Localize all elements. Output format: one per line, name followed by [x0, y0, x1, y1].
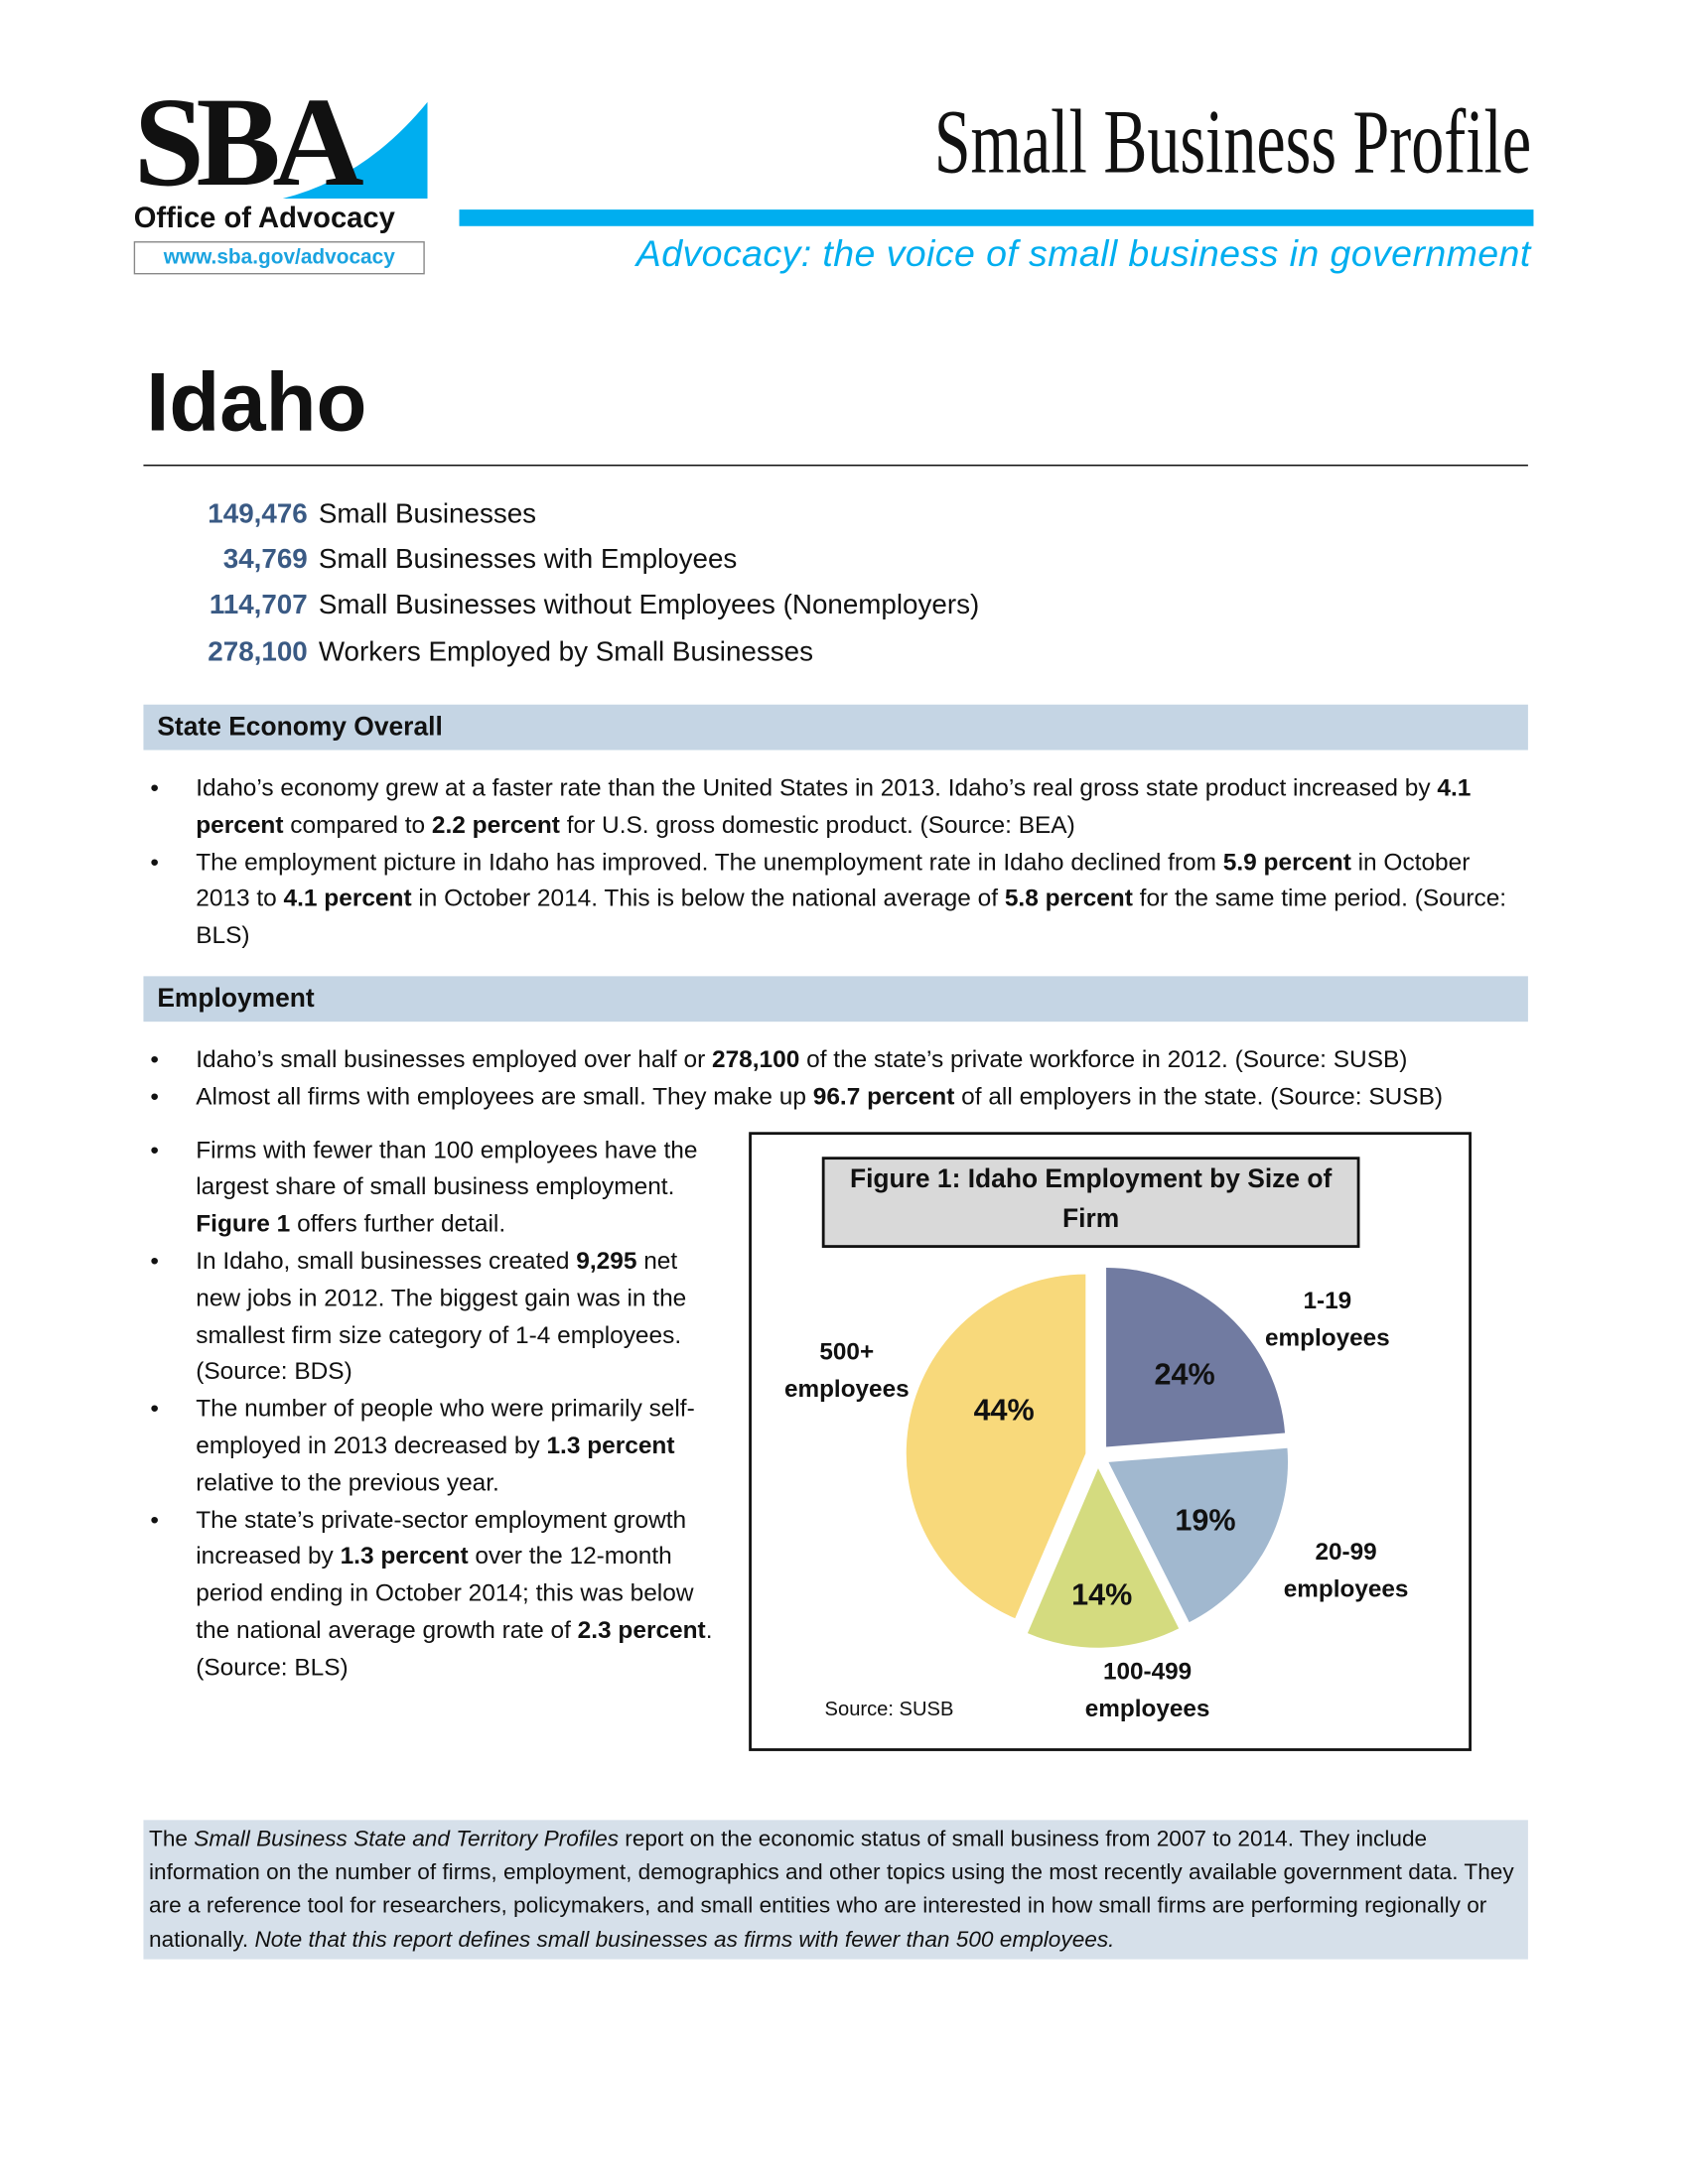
- text: Almost all firms with employees are small. They make up: [196, 1081, 813, 1110]
- text: of all employers in the state. (Source: SUSB): [954, 1081, 1444, 1110]
- text: The: [149, 1826, 195, 1851]
- text: Idaho’s economy grew at a faster rate than the United States in 2013. Idaho’s real gross state product increased by: [196, 773, 1438, 801]
- slice-label-20-99: 20-99 employees: [1283, 1537, 1409, 1602]
- advocacy-link[interactable]: www.sba.gov/advocacy: [134, 241, 425, 274]
- stat-row: [143, 631, 1246, 673]
- text: In Idaho, small businesses created: [196, 1246, 577, 1275]
- bold-text: 5.9 percent: [1222, 847, 1351, 876]
- text: . (Source: BLS): [196, 1615, 713, 1681]
- bullet-item: [143, 1041, 1527, 1078]
- figure-1-box: [749, 1132, 1472, 1751]
- bold-text: 4.1 percent: [283, 884, 412, 912]
- text: net new jobs in 2012. The biggest gain was in the smallest firm size category of 1-4 employees. (Source: BDS): [196, 1246, 687, 1385]
- bold-text: 2.3 percent: [577, 1615, 706, 1644]
- section-title: State Economy Overall: [157, 713, 443, 743]
- bold-text: 9,295: [576, 1246, 637, 1275]
- text: Firms with fewer than 100 employees have the largest share of small business employment.: [196, 1135, 698, 1200]
- divider: [143, 465, 1527, 466]
- page-title: Small Business Profile: [933, 92, 1531, 194]
- text: in October 2014. This is below the national average of: [411, 884, 1005, 912]
- bold-text: 96.7 percent: [812, 1081, 955, 1110]
- stat-value: 34,769: [222, 544, 308, 576]
- section-title: Employment: [157, 984, 315, 1014]
- employment-detail-row: [143, 1132, 1527, 1751]
- text: offers further detail.: [290, 1209, 506, 1238]
- italic-text: Note that this report defines small businesses as firms with fewer than 500 employees.: [254, 1927, 1115, 1953]
- bold-text: 2.2 percent: [431, 810, 560, 839]
- slice-label-500-plus: 500+ employees: [783, 1336, 910, 1402]
- stat-value: 149,476: [208, 498, 308, 530]
- bold-text: 4.1 percent: [196, 773, 1472, 839]
- slice-label-1-19: 1-19 employees: [1264, 1286, 1390, 1351]
- text: over the 12-month period ending in October 2014; this was below the national average growth rate of: [196, 1542, 694, 1644]
- text: compared to: [283, 810, 432, 839]
- slice-pct-1-19: 24%: [1154, 1356, 1215, 1391]
- stat-value: 114,707: [209, 590, 308, 621]
- italic-text: Small Business State and Territory Profiles: [194, 1826, 620, 1851]
- section-header-economy: [143, 705, 1527, 751]
- text: report on the economic status of small business from 2007 to 2014. They include information on the number of firms, employment, demographics and other topics using the most recently available government data. They are a reference tool for researchers, policymakers, and small entities who are interested in how small firms are performing regionally or nationally.: [149, 1826, 1514, 1953]
- slice-pct-100-499: 14%: [1071, 1576, 1133, 1612]
- bullet-item: [143, 1390, 728, 1501]
- content-flow: [143, 705, 1527, 1960]
- text: relative to the previous year.: [196, 1467, 499, 1496]
- tagline: Advocacy: the voice of small business in government: [635, 232, 1531, 275]
- stat-value: 278,100: [208, 636, 308, 668]
- bold-text: 1.3 percent: [546, 1431, 675, 1459]
- stat-label: Small Businesses: [318, 498, 537, 530]
- bold-text: 5.8 percent: [1004, 884, 1133, 912]
- stat-row: [143, 585, 1246, 626]
- bullet-item: [143, 843, 1527, 954]
- accent-bar: [460, 209, 1534, 226]
- employment-bullets: [143, 1041, 1527, 1115]
- stat-label: Small Businesses with Employees: [318, 544, 738, 576]
- text: for U.S. gross domestic product. (Source: BEA): [559, 810, 1075, 839]
- section-header-employment: [143, 976, 1527, 1022]
- slice-label-100-499: 100-499 employees: [1084, 1656, 1210, 1722]
- economy-bullets: [143, 769, 1527, 954]
- footer-note: [143, 1820, 1527, 1960]
- chart-title: Figure 1: Idaho Employment by Size of Firm: [822, 1157, 1360, 1248]
- text: The state’s private-sector employment growth increased by: [196, 1505, 687, 1570]
- sba-logo: SBA: [133, 71, 356, 212]
- bold-text: 278,100: [711, 1044, 800, 1073]
- state-name: Idaho: [146, 355, 367, 449]
- bullet-item: [143, 1242, 728, 1390]
- chart-source: Source: SUSB: [824, 1698, 954, 1720]
- employment-side-bullets: [143, 1132, 728, 1686]
- stat-row: [143, 493, 1246, 535]
- text: Idaho’s small businesses employed over half or: [196, 1044, 712, 1073]
- text: The employment picture in Idaho has improved. The unemployment rate in Idaho declined from: [196, 847, 1223, 876]
- text: The number of people who were primarily self-employed in 2013 decreased by: [196, 1394, 695, 1459]
- stat-label: Workers Employed by Small Businesses: [318, 636, 813, 668]
- bullet-item: [143, 1501, 728, 1686]
- logo-subtitle: Office of Advocacy: [133, 203, 395, 235]
- bullet-item: [143, 1132, 728, 1243]
- stat-row: [143, 539, 1246, 581]
- slice-pct-500-plus: 44%: [973, 1392, 1035, 1427]
- bullet-item: [143, 769, 1527, 843]
- slice-pct-20-99: 19%: [1175, 1502, 1236, 1538]
- text: for the same time period. (Source: BLS): [196, 884, 1507, 949]
- bullet-item: [143, 1078, 1527, 1115]
- stat-label: Small Businesses without Employees (Nonemployers): [318, 590, 980, 621]
- text: of the state’s private workforce in 2012. (Source: SUSB): [799, 1044, 1408, 1073]
- bold-text: 1.3 percent: [340, 1542, 469, 1570]
- bold-text: Figure 1: [196, 1209, 291, 1238]
- text: in October 2013 to: [196, 847, 1471, 912]
